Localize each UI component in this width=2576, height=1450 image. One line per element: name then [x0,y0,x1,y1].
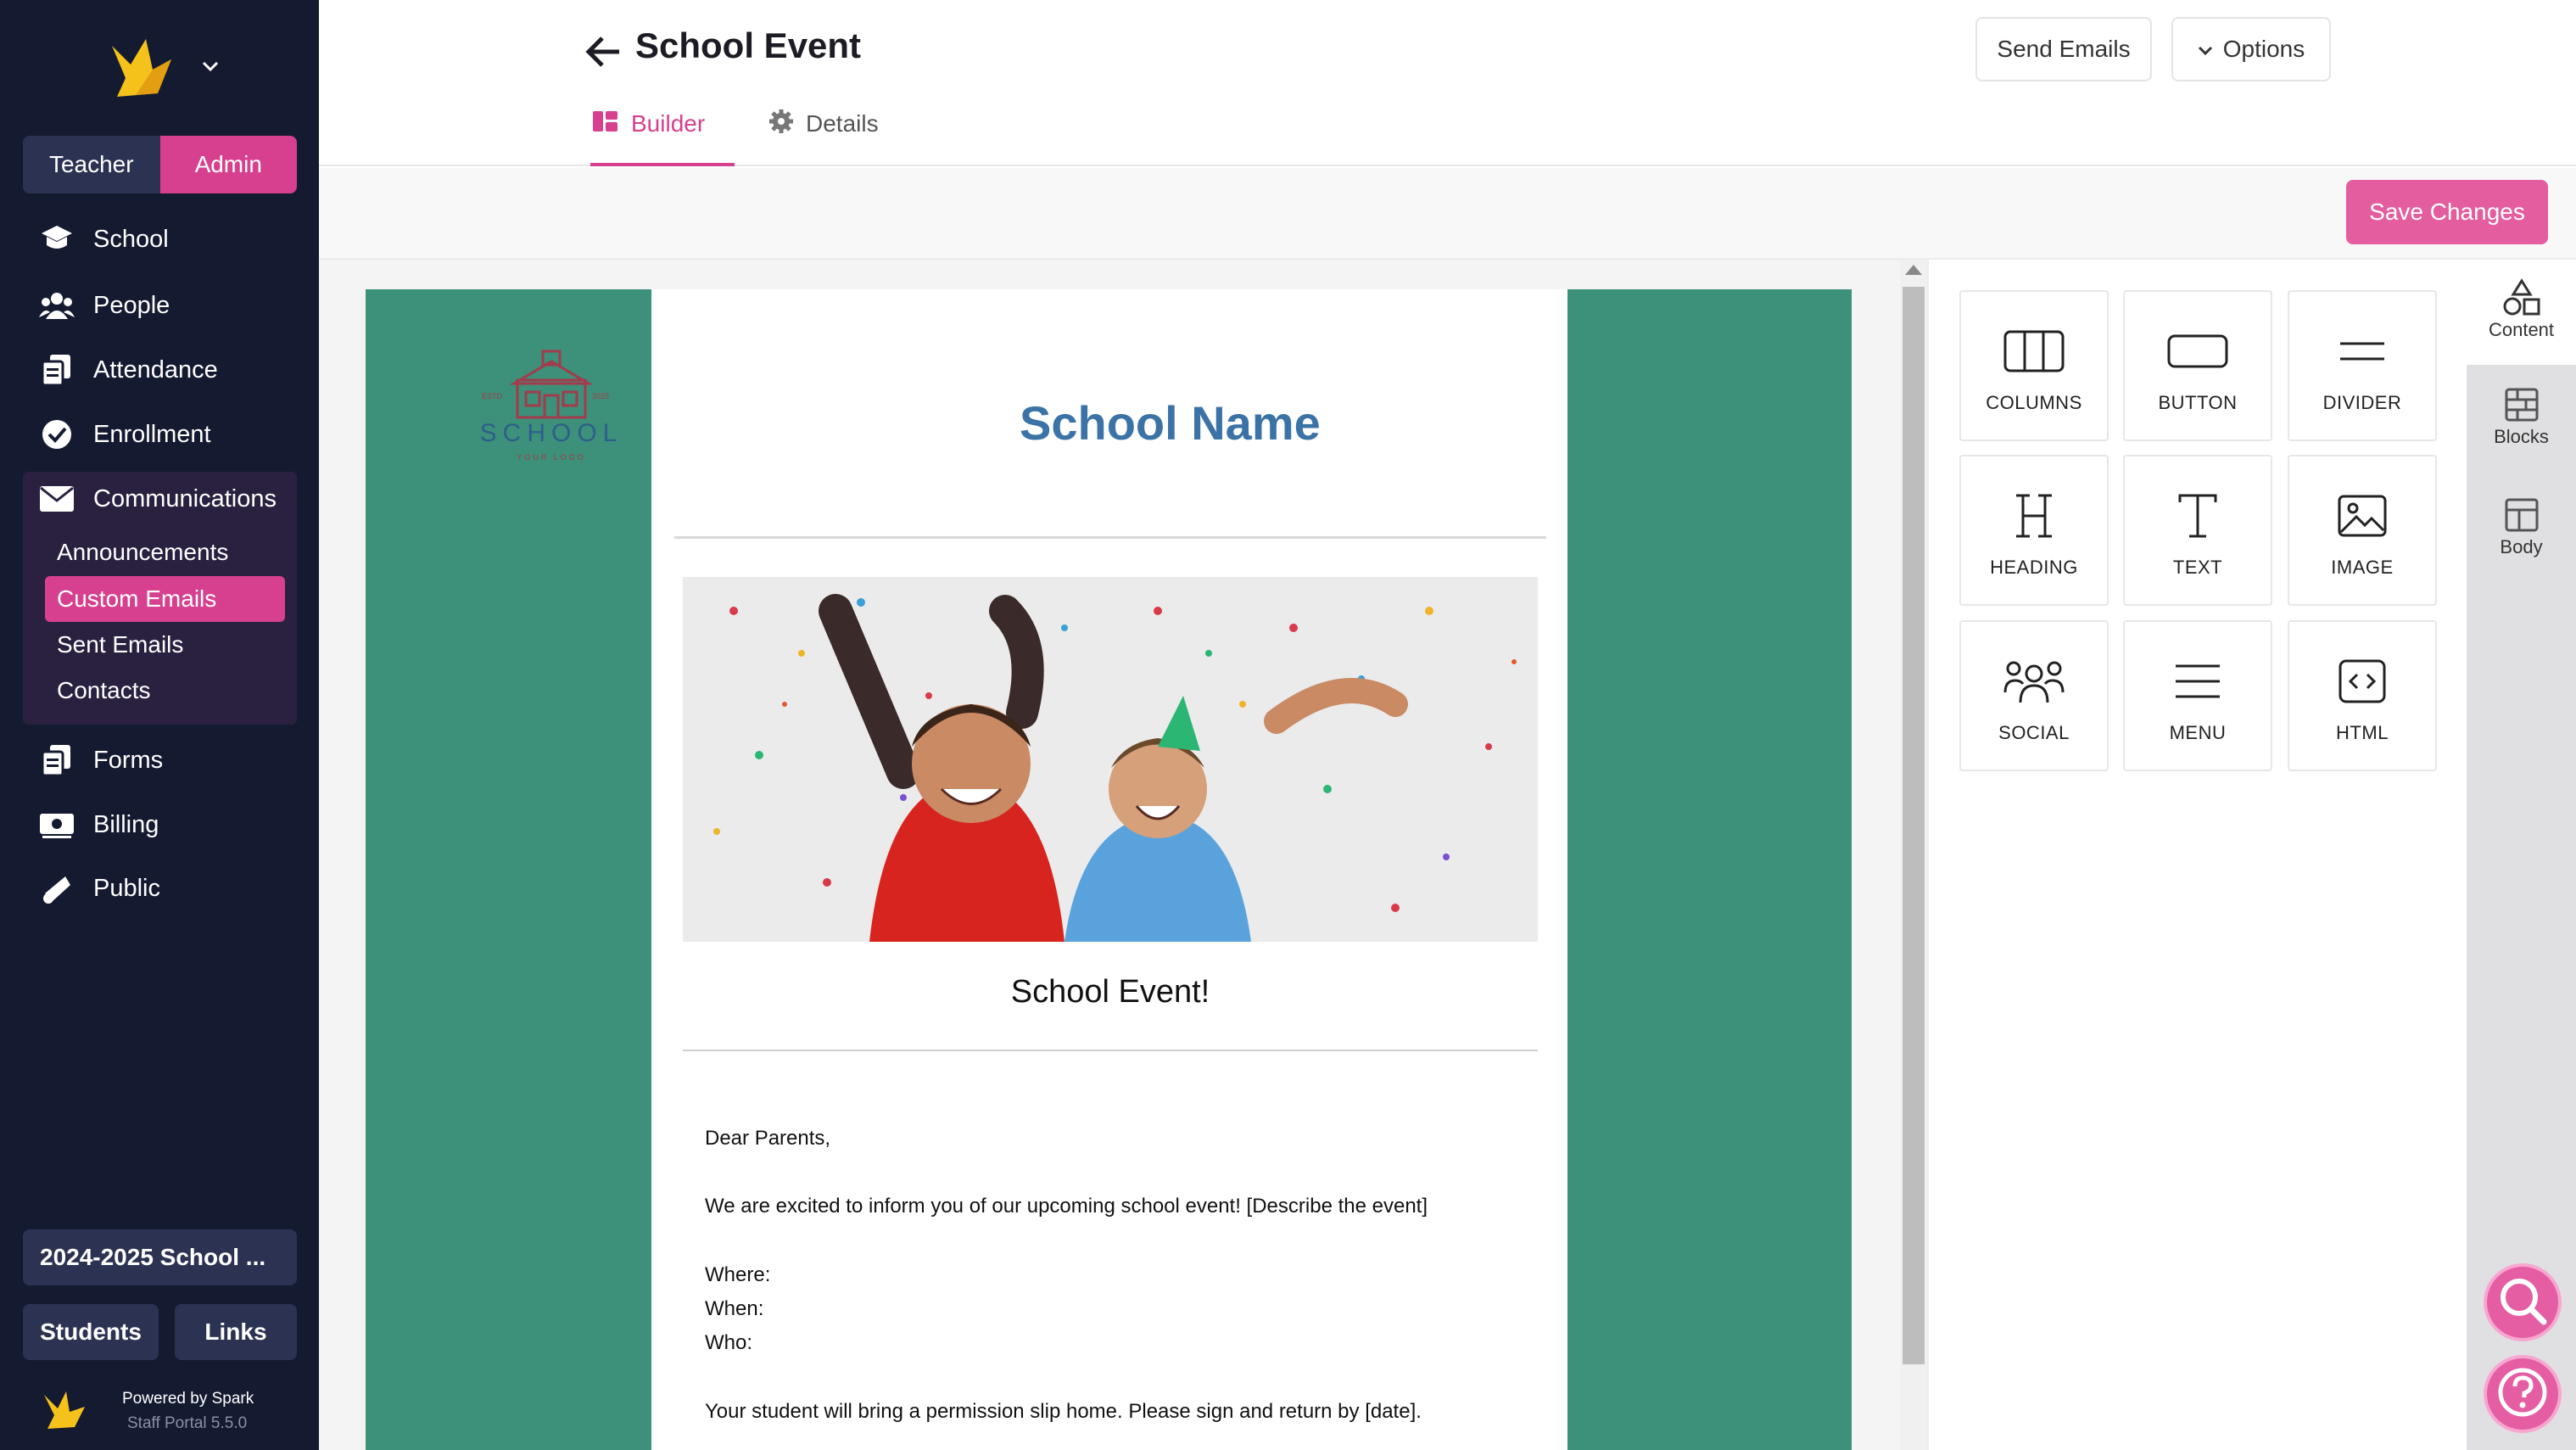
people-icon [39,288,75,323]
app-logo[interactable] [105,34,241,102]
divider-icon [2330,326,2394,377]
menu-icon [2165,656,2230,707]
tab-builder[interactable] [592,100,705,148]
heading-icon [2002,490,2066,541]
email-divider [683,1050,1538,1051]
side-tab-label: Body [2500,536,2543,557]
side-tab-body[interactable] [2467,494,2576,587]
side-tab-blocks[interactable] [2467,383,2576,477]
clipboard-icon [39,352,75,388]
role-toggle [23,136,297,193]
nav-label: Enrollment [93,420,211,448]
send-emails-button[interactable]: Send Emails [1975,17,2152,81]
active-tab-indicator [590,163,735,166]
nav-people[interactable] [39,282,170,329]
options-button[interactable] [2171,17,2331,81]
blocks-icon [2501,383,2543,426]
save-changes-button[interactable]: Save Changes [2346,180,2548,244]
version-text: Staff Portal 5.5.0 [127,1414,248,1432]
nav-label: Forms [93,746,164,774]
nav-label: Attendance [93,356,218,383]
nav-label: People [93,291,170,319]
tab-label: Details [806,110,879,137]
spark-logo [42,1390,93,1435]
builder-icon [592,109,619,139]
columns-icon [2002,326,2066,377]
search-icon [2496,1274,2549,1331]
html-icon [2330,656,2394,707]
admin-role-button[interactable]: Admin [160,136,298,193]
students-button[interactable]: Students [23,1304,159,1360]
tool-label: BUTTON [2158,392,2238,413]
body-permission[interactable]: Your student will bring a permission slip home. Please sign and return by [date]. [705,1400,1422,1423]
nav-label: Public [93,874,160,902]
logo-year-text: 2025 [592,392,610,400]
social-icon [2002,656,2066,707]
nav-school[interactable] [39,216,169,263]
logo-tagline-text: YOUR LOGO [517,453,586,462]
nav-enrollment[interactable] [39,411,211,458]
tool-image[interactable] [2288,455,2437,606]
nav-label: School [93,225,169,253]
teacher-role-button[interactable]: Teacher [23,136,160,193]
tab-details[interactable] [768,100,879,148]
nav-forms[interactable] [39,736,163,784]
gear-icon [768,109,794,140]
tool-label: DIVIDER [2322,392,2402,413]
header [319,0,2576,166]
logo-word-text: SCHOOL [479,419,623,447]
button-icon [2165,326,2230,377]
nav-label: Billing [93,810,159,838]
nav-public[interactable] [39,865,160,912]
nav-billing[interactable] [39,801,159,848]
tool-label: IMAGE [2331,557,2394,578]
tab-label: Builder [631,110,706,137]
nav-attendance[interactable] [39,346,218,394]
side-tab-label: Blocks [2494,426,2549,447]
scroll-up-arrow-icon[interactable] [1905,265,1922,275]
side-tab-label: Content [2488,319,2555,340]
school-name-heading[interactable]: School Name [1020,396,1321,450]
tool-text[interactable] [2123,455,2272,606]
body-intro[interactable]: We are excited to inform you of our upcoming school event! [Describe the event] [705,1195,1428,1218]
email-divider [674,536,1546,539]
tool-menu[interactable] [2123,620,2272,771]
check-badge-icon [39,417,75,452]
envelope-icon [39,481,75,517]
help-icon [2496,1366,2549,1423]
sidebar [0,0,319,1450]
body-when[interactable]: When: [705,1297,764,1320]
sub-item-custom-emails[interactable]: Custom Emails [45,576,285,622]
help-fab[interactable] [2484,1355,2562,1433]
back-arrow-icon[interactable] [582,31,624,73]
sub-item-sent-emails[interactable]: Sent Emails [57,631,184,658]
tool-label: SOCIAL [1998,722,2070,743]
search-fab[interactable] [2484,1263,2562,1341]
nav-label: Communications [93,484,277,512]
page-title: School Event [635,25,862,65]
tool-button[interactable] [2123,290,2272,441]
sub-item-announcements[interactable]: Announcements [57,539,229,565]
nav-communications[interactable] [39,475,277,523]
sub-item-contacts[interactable]: Contacts [57,677,151,703]
logo-esto-text: ESTD [482,392,503,400]
builder-toolbar [319,168,2576,260]
tool-columns[interactable] [1959,290,2109,441]
billing-icon [39,807,75,843]
shapes-icon [2501,277,2543,319]
scrollbar-thumb[interactable] [1903,287,1925,1364]
tool-label: COLUMNS [1986,392,2082,413]
tool-heading[interactable] [1959,455,2109,606]
image-icon [2330,490,2394,541]
text-icon [2165,490,2230,541]
chevron-down-icon [2198,36,2213,63]
graduation-cap-icon [39,221,75,257]
body-who[interactable]: Who: [705,1331,753,1354]
tool-label: TEXT [2172,557,2223,578]
event-photo[interactable] [683,577,1538,942]
options-label: Options [2222,36,2305,62]
tool-html[interactable] [2288,620,2437,771]
powered-by-text: Powered by Spark [122,1390,254,1408]
tool-label: HEADING [1990,557,2078,578]
side-tab-content[interactable] [2467,260,2576,365]
body-layout-icon [2501,494,2543,536]
event-title-heading[interactable]: School Event! [1010,974,1210,1010]
body-greeting[interactable]: Dear Parents, [705,1127,831,1150]
school-year-selector[interactable]: 2024-2025 School ... [23,1229,297,1285]
tool-social[interactable] [1959,620,2109,771]
body-where[interactable]: Where: [705,1263,771,1286]
forms-icon [39,742,75,778]
tool-label: MENU [2169,722,2227,743]
links-button[interactable]: Links [175,1304,297,1360]
school-logo[interactable] [458,346,628,473]
megaphone-icon [39,871,75,906]
tool-label: HTML [2336,722,2389,743]
tool-divider[interactable] [2288,290,2437,441]
